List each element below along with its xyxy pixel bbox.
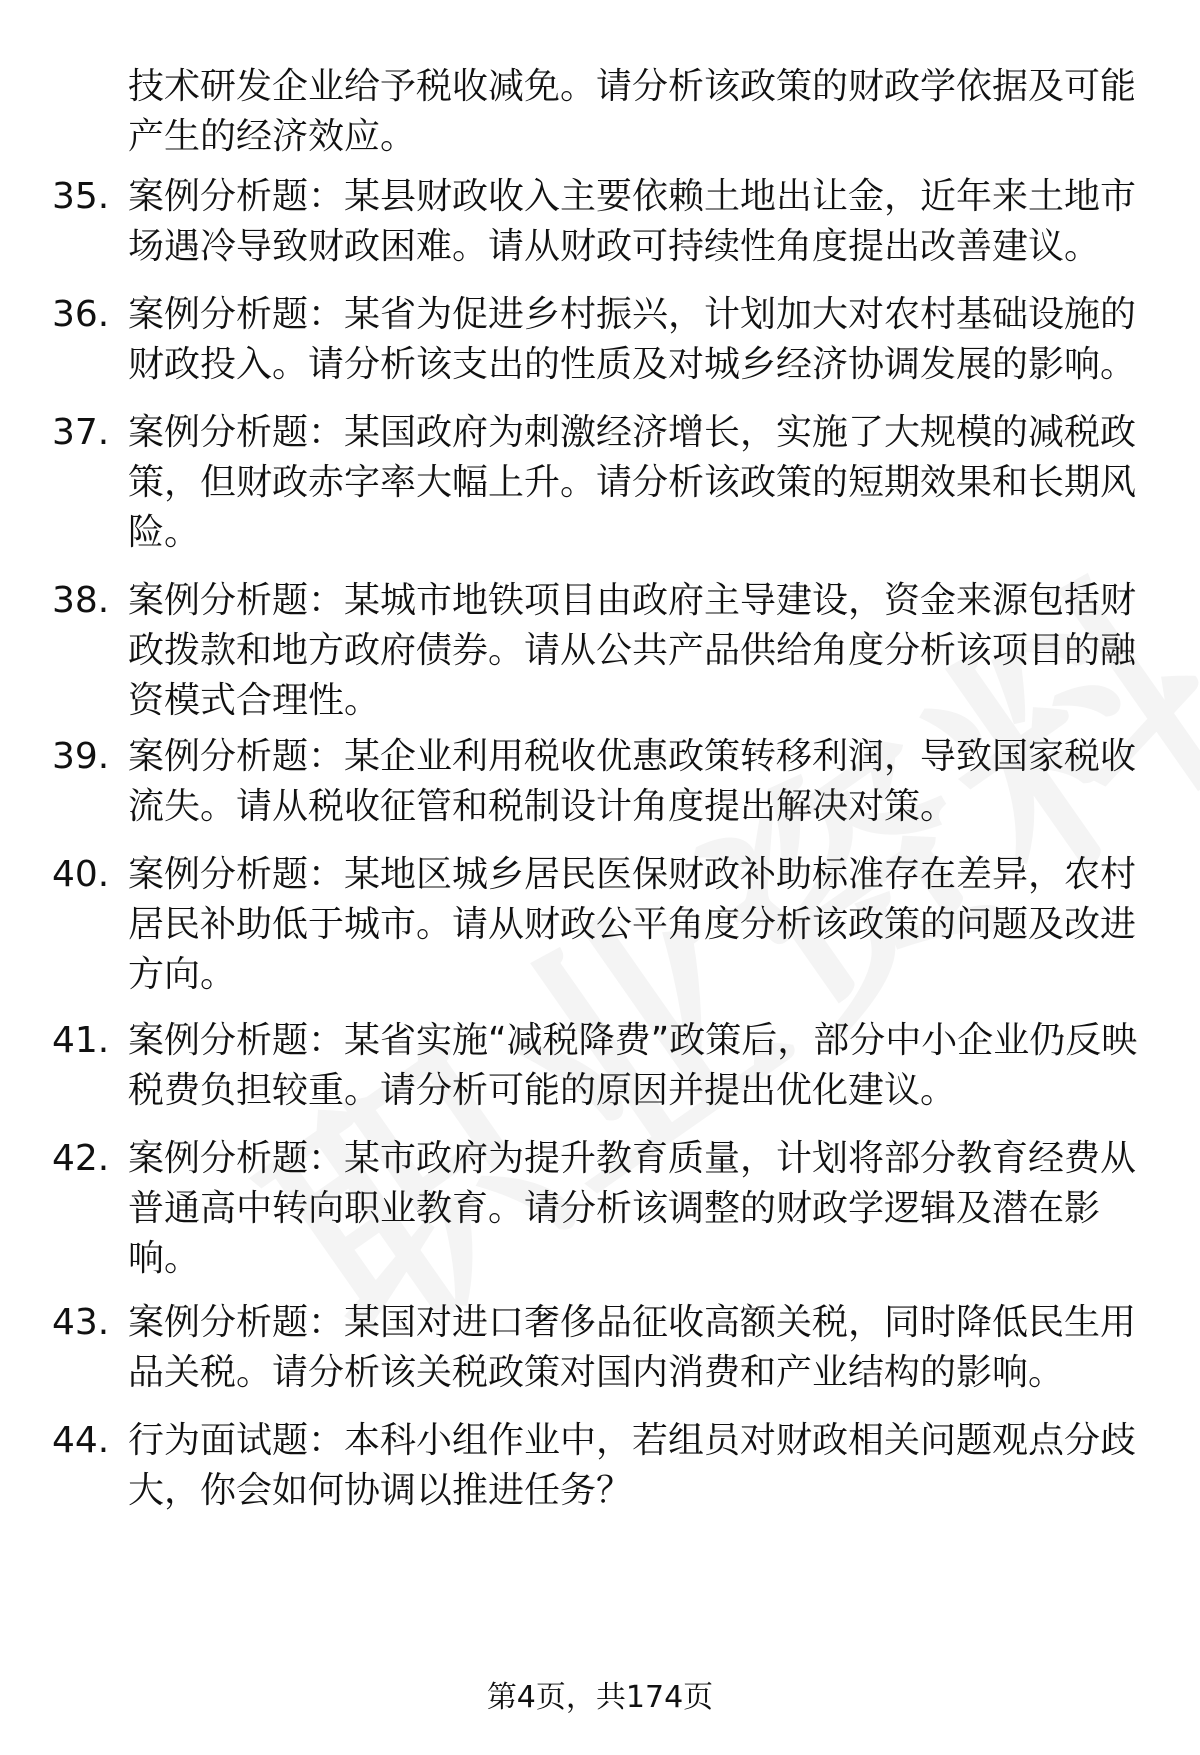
question-item	[52, 1016, 1142, 1116]
question-item	[52, 408, 1142, 558]
question-item	[52, 1134, 1142, 1284]
page-number: 第4页，共174页	[486, 1680, 714, 1715]
question-text: 案例分析题：某市政府为提升教育质量，计划将部分教育经费从普通高中转向职业教育。请分析该调整的财政学逻辑及潜在影响。	[128, 1138, 1137, 1279]
question-text: 案例分析题：某省为促进乡村振兴，计划加大对农村基础设施的财政投入。请分析该支出的性质及对城乡经济协调发展的影响。	[128, 294, 1137, 385]
question-number: 35.	[52, 176, 110, 217]
question-text: 案例分析题：某城市地铁项目由政府主导建设，资金来源包括财政拨款和地方政府债券。请从公共产品供给角度分析该项目的融资模式合理性。	[128, 580, 1137, 721]
question-text: 案例分析题：某国政府为刺激经济增长，实施了大规模的减税政策，但财政赤字率大幅上升。请分析该政策的短期效果和长期风险。	[128, 412, 1137, 553]
question-number: 41.	[52, 1020, 110, 1061]
question-item	[52, 732, 1142, 832]
question-number: 37.	[52, 412, 110, 453]
question-number: 44.	[52, 1420, 110, 1461]
question-item	[52, 576, 1142, 726]
question-text: 行为面试题：本科小组作业中，若组员对财政相关问题观点分歧大，你会如何协调以推进任务？	[128, 1420, 1137, 1511]
question-text: 案例分析题：某国对进口奢侈品征收高额关税，同时降低民生用品关税。请分析该关税政策对国内消费和产业结构的影响。	[128, 1302, 1137, 1393]
question-number: 43.	[52, 1302, 110, 1343]
question-number: 36.	[52, 294, 110, 335]
question-number: 42.	[52, 1138, 110, 1179]
question-item	[52, 1416, 1142, 1516]
question-item	[52, 290, 1142, 390]
question-number: 38.	[52, 580, 110, 621]
question-text: 案例分析题：某地区城乡居民医保财政补助标准存在差异，农村居民补助低于城市。请从财政公平角度分析该政策的问题及改进方向。	[128, 854, 1137, 995]
question-number: 40.	[52, 854, 110, 895]
continued-question-text: 技术研发企业给予税收减免。请分析该政策的财政学依据及可能产生的经济效应。	[128, 66, 1137, 157]
question-item	[52, 850, 1142, 1000]
question-item	[52, 1298, 1142, 1398]
question-number: 39.	[52, 736, 110, 777]
question-item	[52, 172, 1142, 272]
question-text: 案例分析题：某省实施“减税降费”政策后，部分中小企业仍反映税费负担较重。请分析可能的原因并提出优化建议。	[128, 1020, 1138, 1111]
question-text: 案例分析题：某企业利用税收优惠政策转移利润，导致国家税收流失。请从税收征管和税制设计角度提出解决对策。	[128, 736, 1137, 827]
question-text: 案例分析题：某县财政收入主要依赖土地出让金，近年来土地市场遇冷导致财政困难。请从财政可持续性角度提出改善建议。	[128, 176, 1137, 267]
